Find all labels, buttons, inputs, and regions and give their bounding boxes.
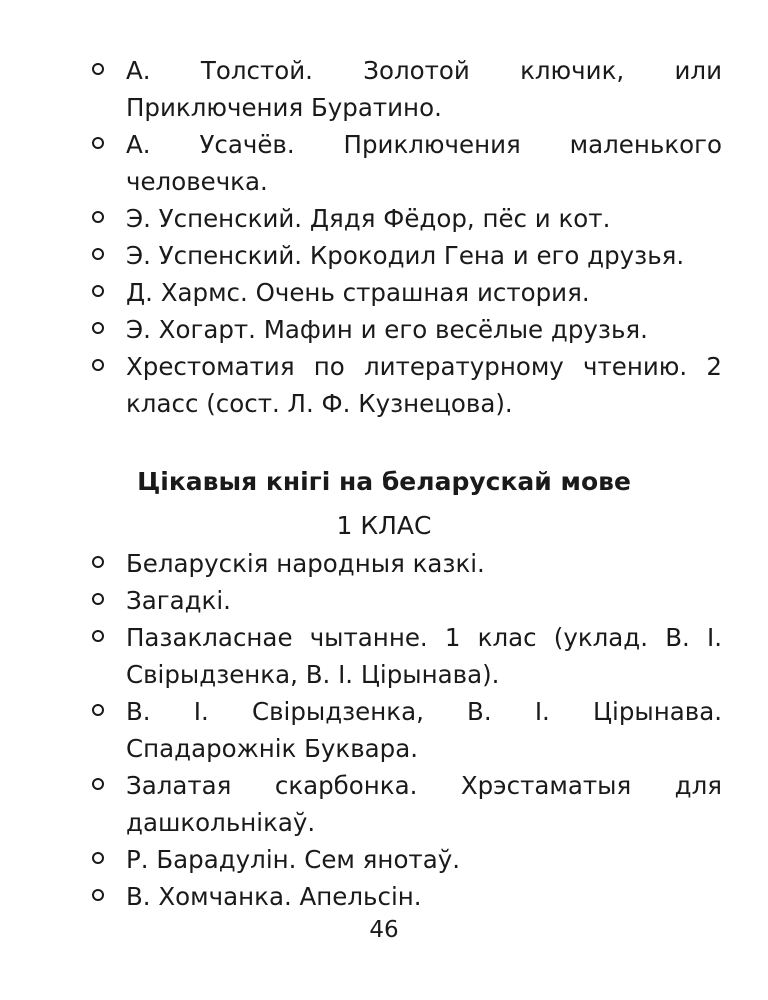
list-item (92, 841, 722, 878)
book-title: В. І. Свірыдзенка, В. І. Цірынава. Спадарожнік Буквара. (126, 697, 722, 763)
list-item (92, 767, 722, 841)
book-title: Э. Успенский. Дядя Фёдор, пёс и кот. (126, 204, 611, 233)
bullet-circle-icon (92, 322, 104, 334)
page-number: 46 (369, 917, 399, 943)
book-title: Э. Хогарт. Мафин и его весёлые друзья. (126, 315, 648, 344)
book-title: Загадкі. (126, 586, 231, 615)
book-title: Д. Хармс. Очень страшная история. (126, 278, 590, 307)
list-item (92, 619, 722, 693)
book-title: Хрестоматия по литературному чтению. 2 класс (сост. Л. Ф. Кузнецова). (126, 352, 722, 418)
bullet-circle-icon (92, 248, 104, 260)
book-title: В. Хомчанка. Апельсін. (126, 882, 422, 911)
list-item (92, 582, 722, 619)
book-title: А. Усачёв. Приключения маленького человечка. (126, 130, 722, 196)
list-item (92, 878, 722, 915)
russian-books-list (92, 52, 722, 422)
bullet-circle-icon (92, 137, 104, 149)
list-item (92, 126, 722, 200)
bullet-circle-icon (92, 285, 104, 297)
bullet-circle-icon (92, 63, 104, 75)
list-item (92, 237, 722, 274)
book-title: Р. Барадулін. Сем янотаў. (126, 845, 461, 874)
list-item (92, 545, 722, 582)
bullet-circle-icon (92, 778, 104, 790)
list-item (92, 693, 722, 767)
book-title: Э. Успенский. Крокодил Гена и его друзья. (126, 241, 685, 270)
book-title: Залатая скарбонка. Хрэстаматыя для дашкольнікаў. (126, 771, 722, 837)
bullet-circle-icon (92, 704, 104, 716)
bullet-circle-icon (92, 211, 104, 223)
book-title: Беларускія народныя казкі. (126, 549, 485, 578)
belarusian-books-list (92, 545, 722, 915)
list-item (92, 348, 722, 422)
bullet-circle-icon (92, 359, 104, 371)
grade-heading: 1 КЛАС (336, 511, 432, 540)
list-item (92, 311, 722, 348)
book-title: А. Толстой. Золотой ключик, или Приключения Буратино. (126, 56, 722, 122)
list-item (92, 200, 722, 237)
section-title: Цікавыя кнігі на беларускай мове (137, 467, 631, 496)
list-item (92, 274, 722, 311)
bullet-circle-icon (92, 852, 104, 864)
bullet-circle-icon (92, 630, 104, 642)
bullet-circle-icon (92, 556, 104, 568)
bullet-circle-icon (92, 593, 104, 605)
list-item (92, 52, 722, 126)
book-title: Пазакласнае чытанне. 1 клас (уклад. В. І. Свірыдзенка, В. І. Цірынава). (126, 623, 722, 689)
bullet-circle-icon (92, 889, 104, 901)
